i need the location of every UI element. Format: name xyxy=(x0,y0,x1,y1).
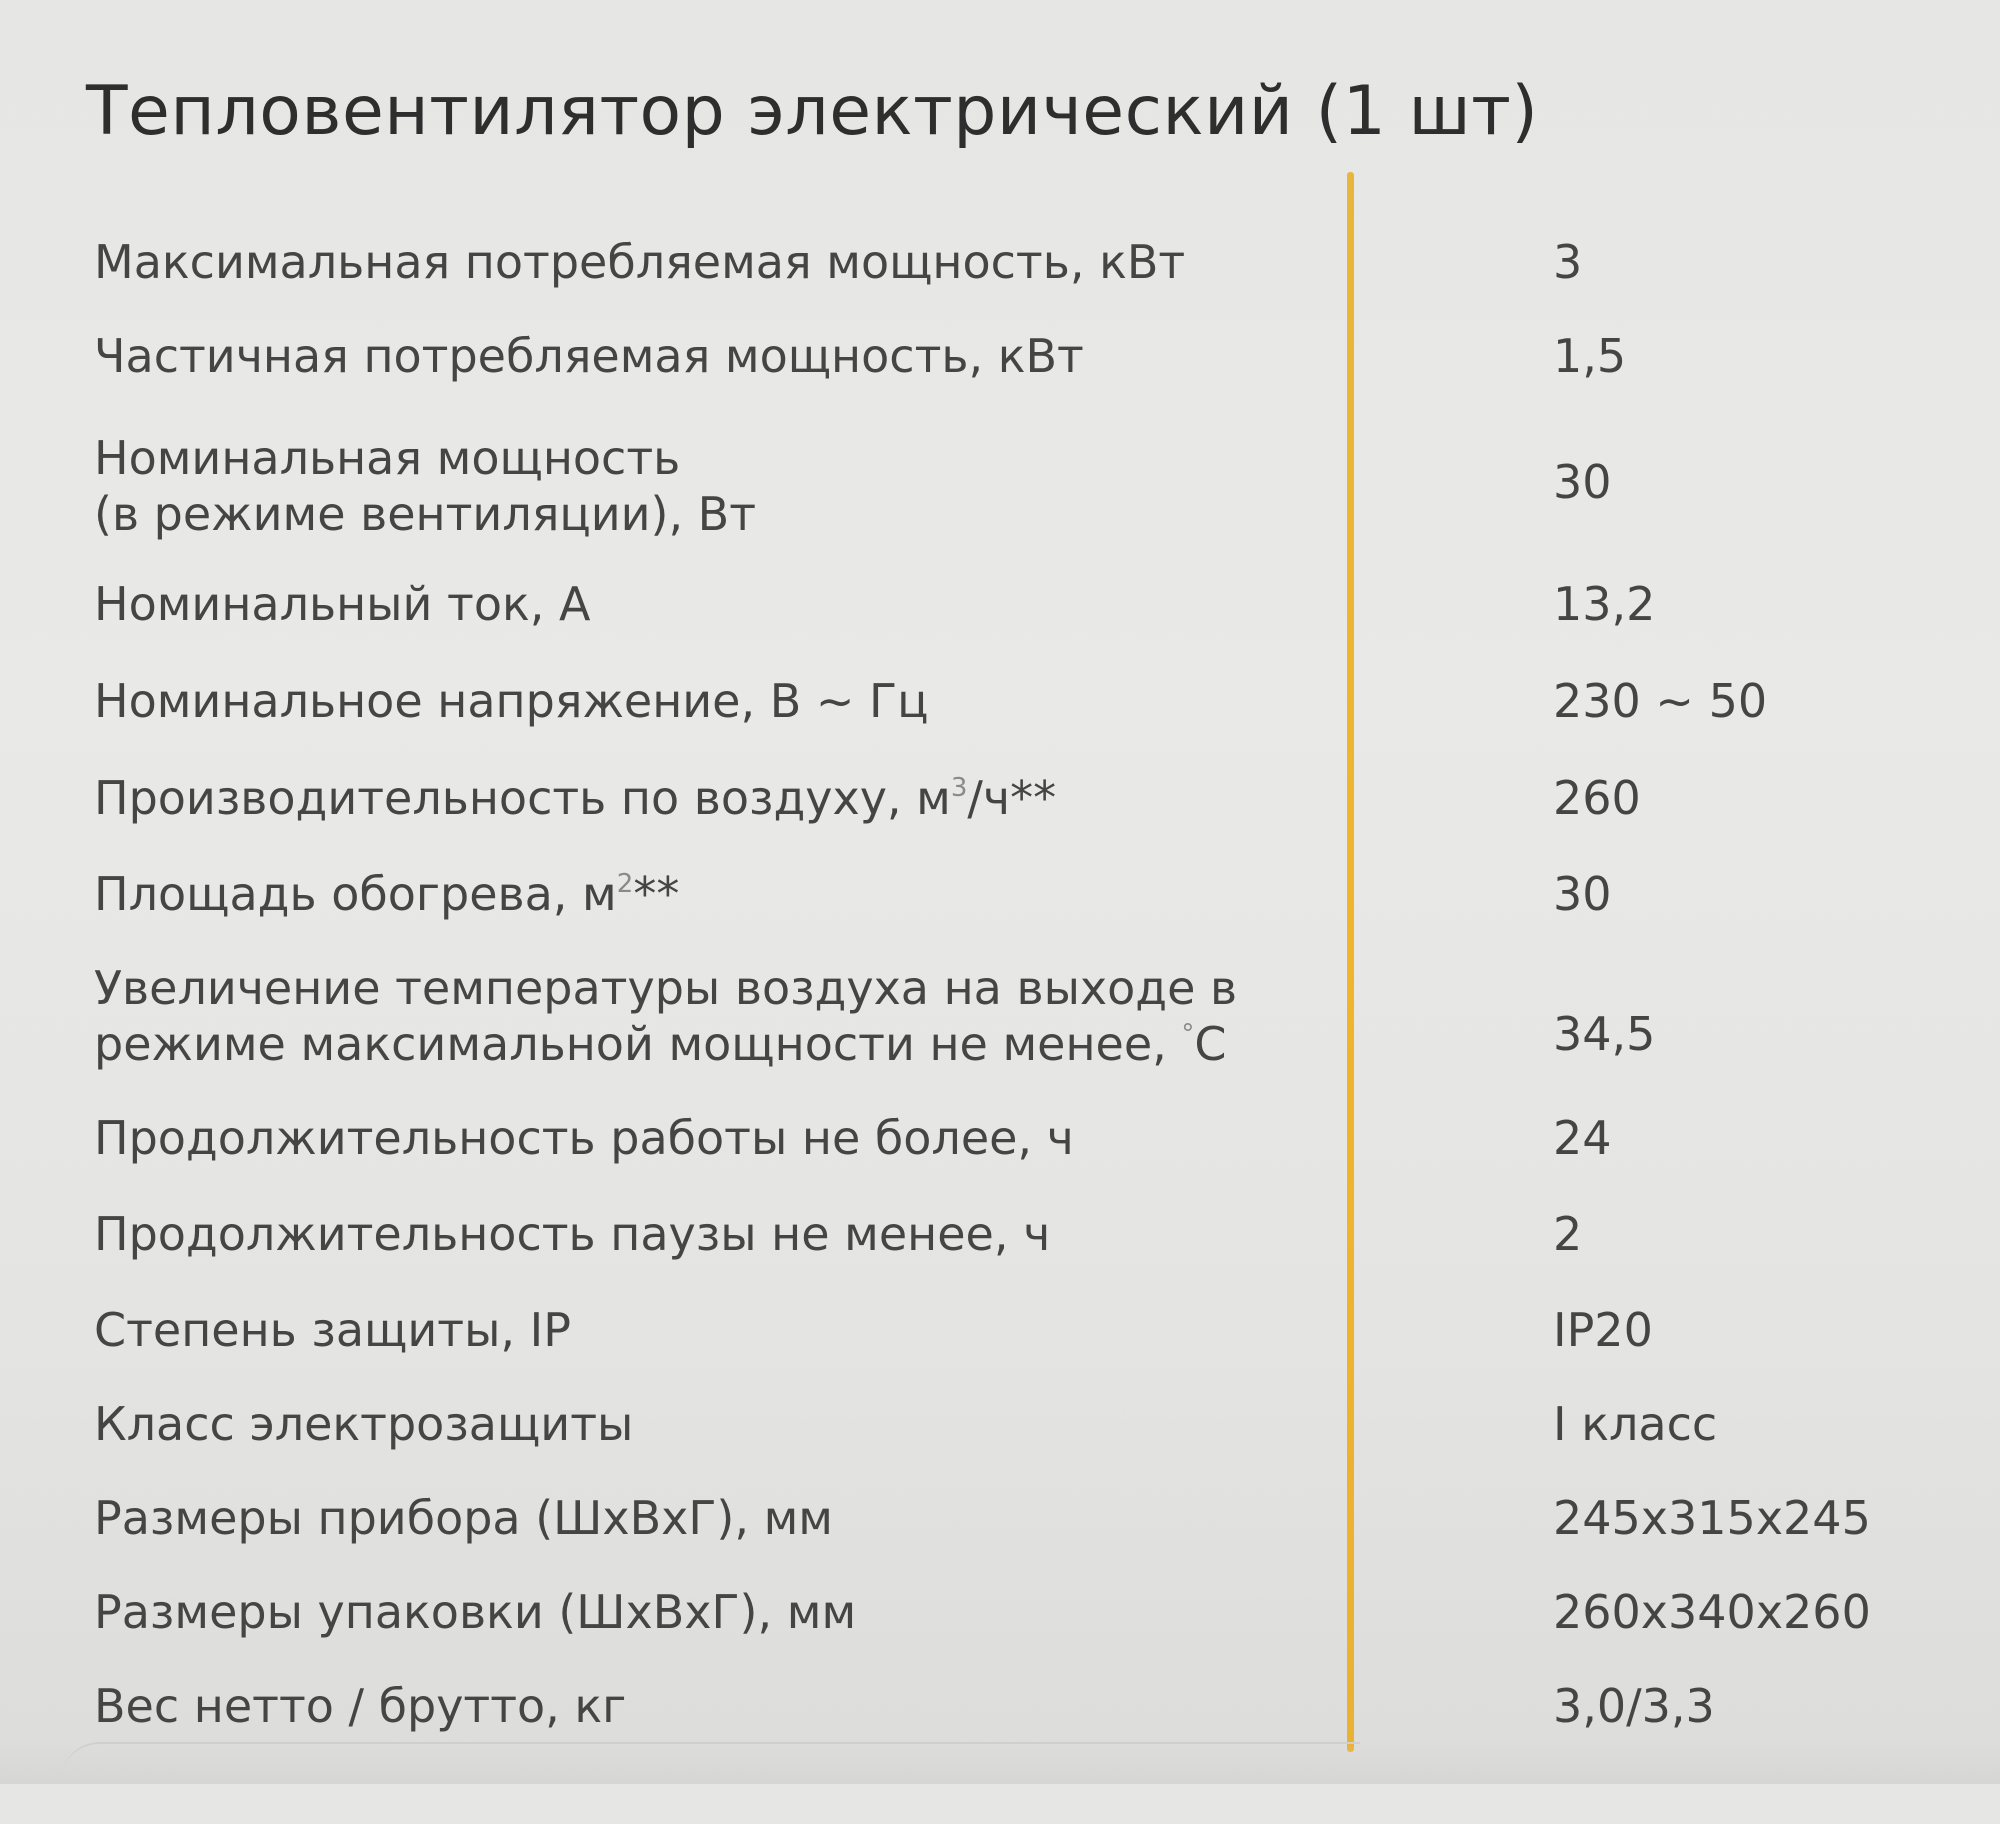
spec-value: 30 xyxy=(1553,867,1612,921)
spec-label-text: режиме максимальной мощности не менее, xyxy=(94,1017,1182,1071)
spec-label: Продолжительность паузы не менее, ч xyxy=(94,1207,1051,1261)
spec-value: 3,0/3,3 xyxy=(1553,1679,1715,1733)
spec-label xyxy=(94,960,1237,1072)
spec-label: Продолжительность работы не более, ч xyxy=(94,1111,1074,1165)
superscript: ° xyxy=(1181,1019,1195,1049)
column-divider xyxy=(1347,172,1354,1752)
spec-label: Максимальная потребляемая мощность, кВт xyxy=(94,235,1186,289)
spec-label xyxy=(94,866,679,922)
spec-label-line xyxy=(94,1016,1237,1072)
spec-value: 2 xyxy=(1553,1207,1583,1261)
spec-label: Вес нетто / брутто, кг xyxy=(94,1679,627,1733)
spec-label-line: Номинальная мощность xyxy=(94,431,681,485)
spec-label: Номинальное напряжение, В ~ Гц xyxy=(94,674,929,728)
spec-label-line: Увеличение температуры воздуха на выходе в xyxy=(94,961,1238,1015)
spec-label: Степень защиты, IP xyxy=(94,1303,571,1357)
spec-value: 245x315x245 xyxy=(1553,1491,1871,1545)
spec-value: 260x340x260 xyxy=(1553,1585,1871,1639)
spec-label-text: ** xyxy=(633,867,680,921)
spec-value: 230 ~ 50 xyxy=(1553,674,1768,728)
spec-value: I класс xyxy=(1553,1397,1718,1451)
spec-value: 1,5 xyxy=(1553,329,1627,383)
spec-value: 260 xyxy=(1553,771,1641,825)
page-title: Тепловентилятор электрический (1 шт) xyxy=(86,72,1539,151)
spec-label: Частичная потребляемая мощность, кВт xyxy=(94,329,1084,383)
spec-label xyxy=(94,430,756,542)
spec-label-text: /ч** xyxy=(967,771,1057,825)
bottom-shadow xyxy=(0,1744,2000,1784)
spec-value: 34,5 xyxy=(1553,1007,1656,1061)
spec-label: Размеры упаковки (ШхВхГ), мм xyxy=(94,1585,857,1639)
spec-value: 24 xyxy=(1553,1111,1612,1165)
spec-label-text: Площадь обогрева, м xyxy=(94,867,617,921)
spec-label-line: (в режиме вентиляции), Вт xyxy=(94,487,757,541)
spec-value: 3 xyxy=(1553,235,1583,289)
superscript: 2 xyxy=(616,869,634,899)
spec-label-text: Производительность по воздуху, м xyxy=(94,771,951,825)
spec-label: Размеры прибора (ШхВхГ), мм xyxy=(94,1491,834,1545)
spec-value: 30 xyxy=(1553,455,1612,509)
superscript: 3 xyxy=(950,773,968,803)
spec-value: IP20 xyxy=(1553,1303,1653,1357)
spec-label xyxy=(94,770,1056,826)
spec-value: 13,2 xyxy=(1553,577,1656,631)
spec-label-text: C xyxy=(1194,1017,1227,1071)
spec-label: Номинальный ток, А xyxy=(94,577,591,631)
spec-label: Класс электрозащиты xyxy=(94,1397,634,1451)
